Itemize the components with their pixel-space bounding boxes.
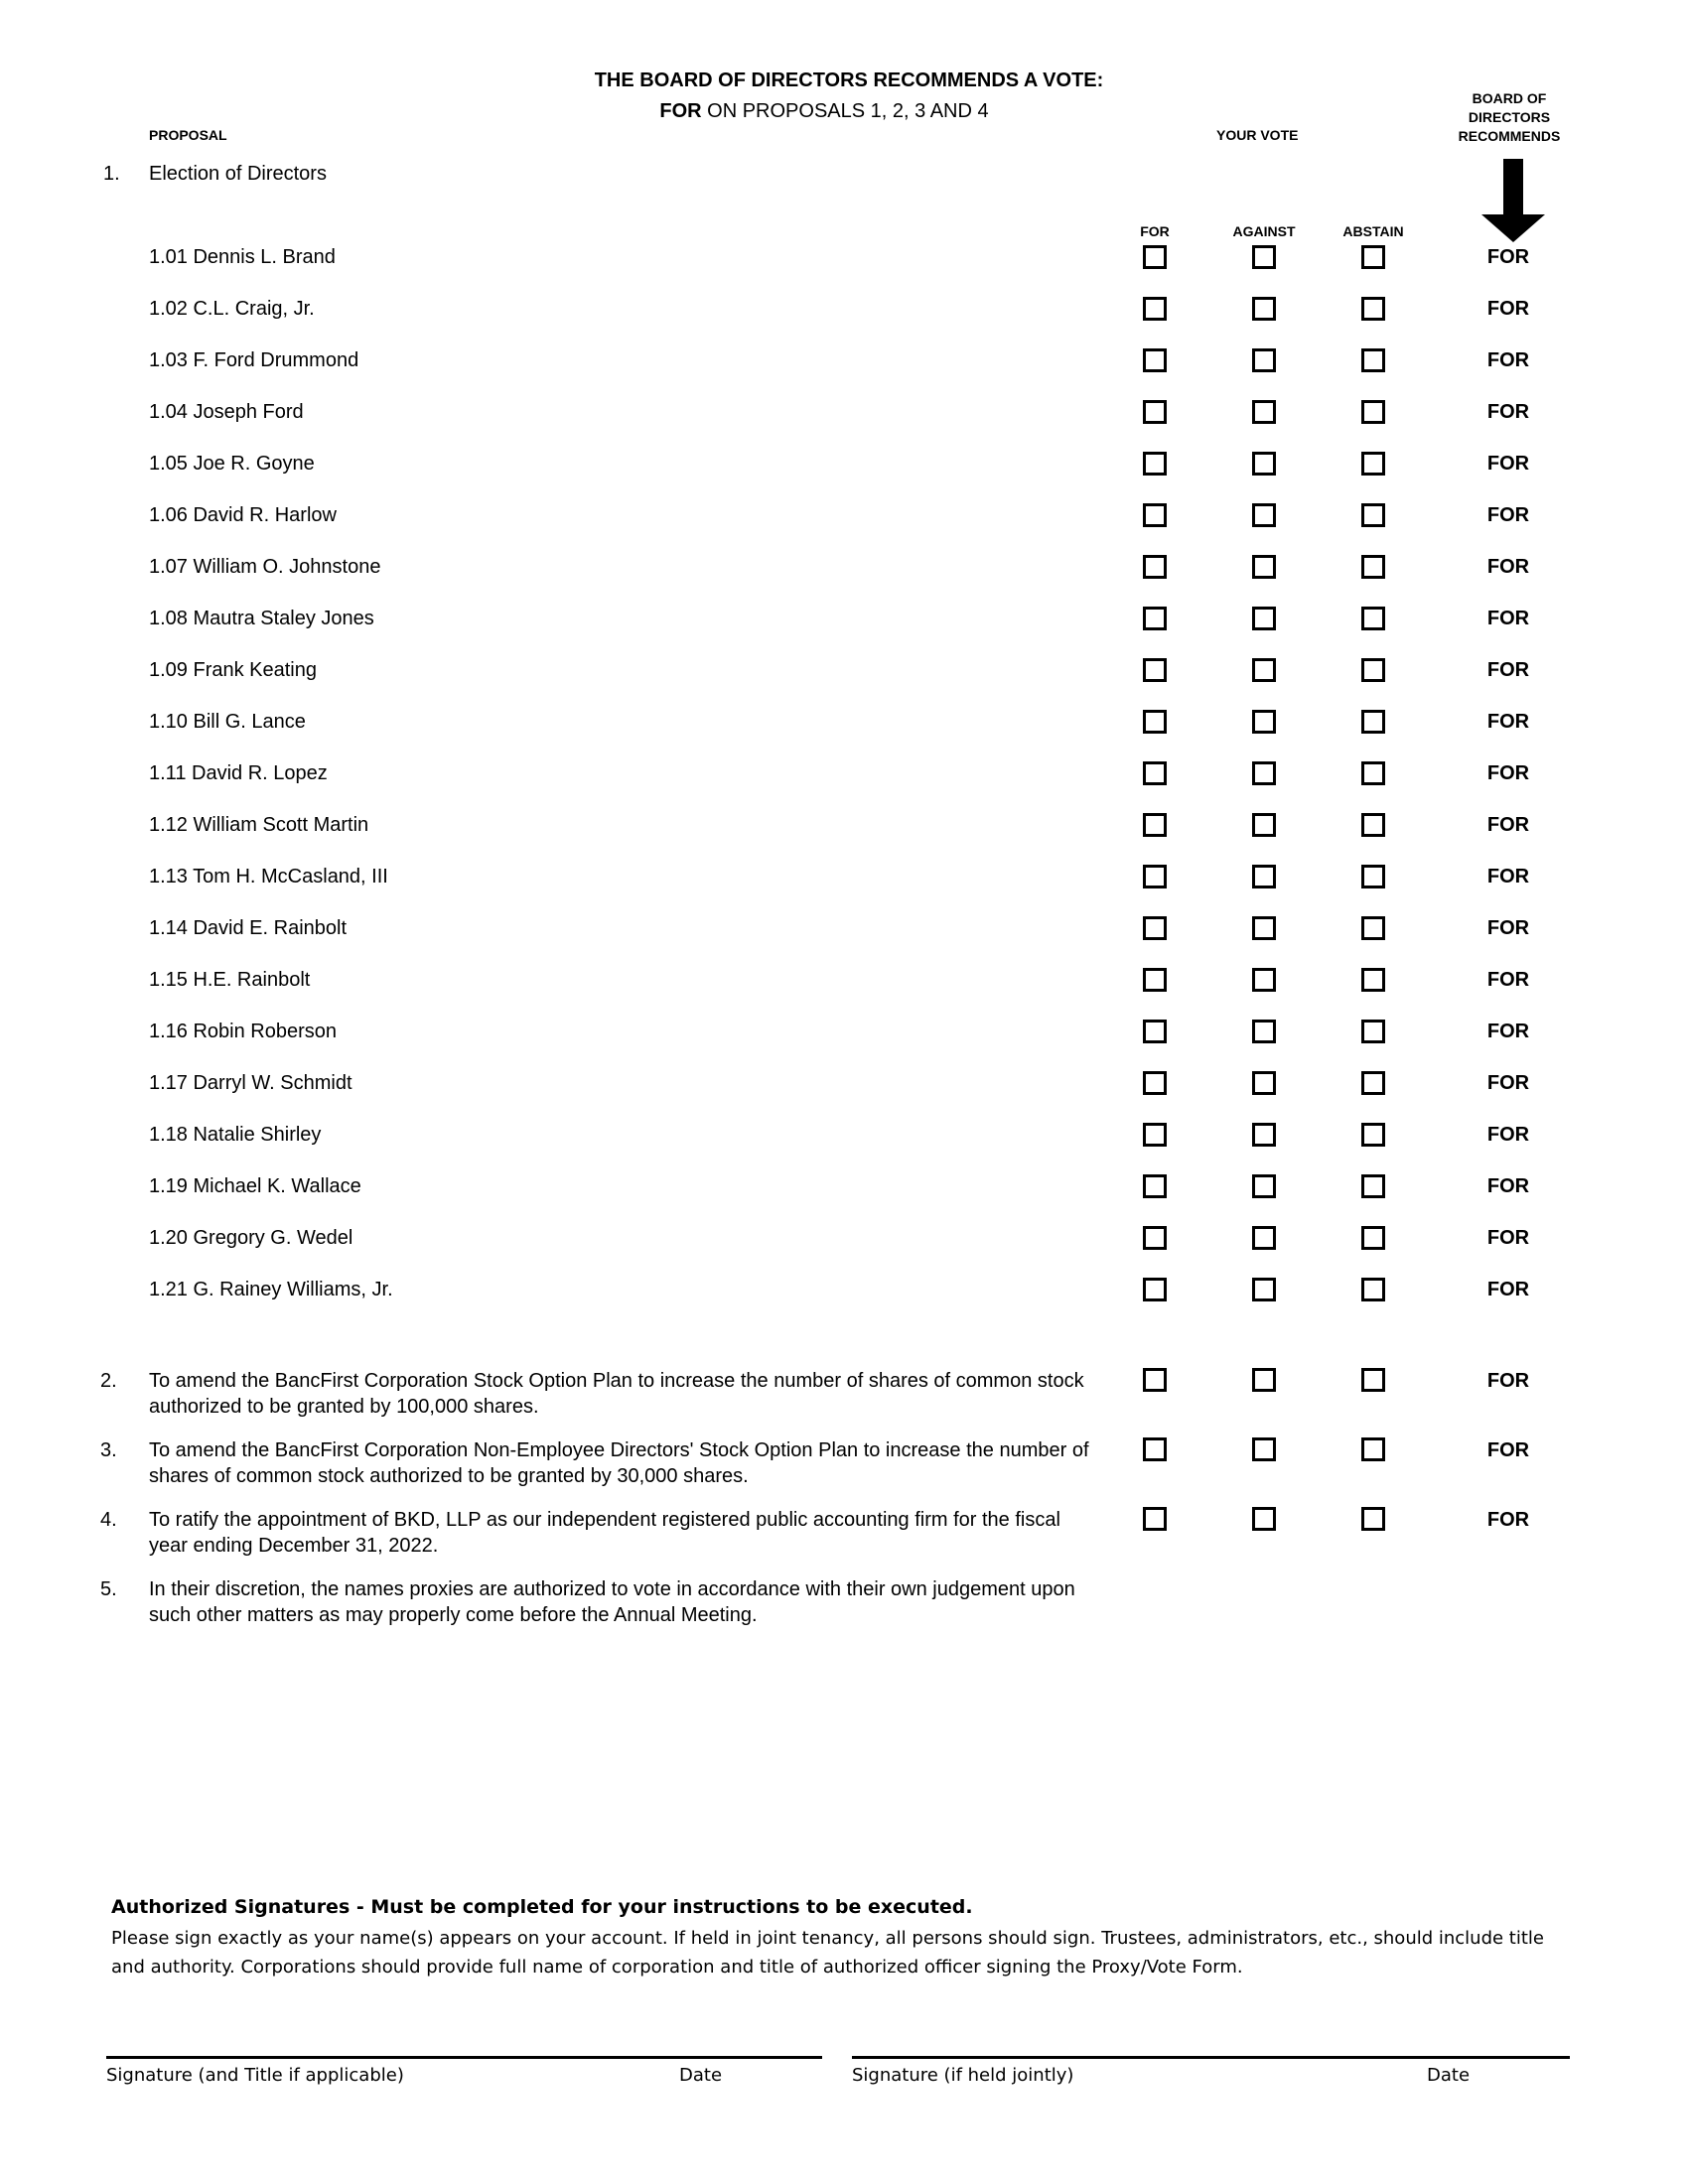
- candidate-row: [0, 1171, 1688, 1201]
- candidate-name: 1.07 William O. Johnstone: [149, 556, 381, 578]
- candidate-name: 1.04 Joseph Ford: [149, 401, 304, 423]
- proposal-1-number: 1.: [103, 163, 120, 185]
- vote-for-checkbox[interactable]: [1143, 813, 1167, 837]
- vote-for-checkbox[interactable]: [1143, 400, 1167, 424]
- vote-abstain-checkbox[interactable]: [1361, 968, 1385, 992]
- vote-against-checkbox[interactable]: [1252, 1368, 1276, 1392]
- board-recommendation: FOR: [1486, 246, 1530, 268]
- candidate-row: [0, 294, 1688, 324]
- board-recommends-line: RECOMMENDS: [1458, 128, 1561, 144]
- board-recommendation: FOR: [1486, 608, 1530, 629]
- signature-line-primary[interactable]: [106, 2056, 822, 2059]
- vote-abstain-checkbox[interactable]: [1361, 1174, 1385, 1198]
- candidate-name: 1.11 David R. Lopez: [149, 762, 328, 784]
- vote-abstain-checkbox[interactable]: [1361, 865, 1385, 888]
- proposal-text: To amend the BancFirst Corporation Stock Option Plan to increase the number of shares of common stock authorized to be granted by 100,000 shares.: [149, 1370, 1084, 1418]
- vote-for-checkbox[interactable]: [1143, 916, 1167, 940]
- candidate-name: 1.08 Mautra Staley Jones: [149, 608, 374, 629]
- signature-primary-date-label: Date: [679, 2065, 723, 2086]
- vote-against-checkbox[interactable]: [1252, 1507, 1276, 1531]
- vote-for-checkbox[interactable]: [1143, 348, 1167, 372]
- vote-against-checkbox[interactable]: [1252, 1020, 1276, 1043]
- board-recommendation: FOR: [1486, 504, 1530, 526]
- your-vote-column-header: YOUR VOTE: [1216, 127, 1299, 143]
- vote-against-checkbox[interactable]: [1252, 865, 1276, 888]
- candidate-row: [0, 913, 1688, 943]
- candidate-name: 1.12 William Scott Martin: [149, 814, 369, 836]
- vote-against-checkbox[interactable]: [1252, 968, 1276, 992]
- signature-joint-date-label: Date: [1427, 2065, 1471, 2086]
- candidate-row: [0, 810, 1688, 840]
- vote-abstain-checkbox[interactable]: [1361, 1123, 1385, 1147]
- board-recommendation: FOR: [1486, 762, 1530, 784]
- vote-abstain-checkbox[interactable]: [1361, 761, 1385, 785]
- vote-against-checkbox[interactable]: [1252, 503, 1276, 527]
- candidate-name: 1.09 Frank Keating: [149, 659, 317, 681]
- vote-for-checkbox[interactable]: [1143, 452, 1167, 476]
- authorized-signatures-title: Authorized Signatures - Must be completed for your instructions to be executed.: [111, 1896, 973, 1918]
- candidate-row: [0, 707, 1688, 737]
- candidate-row: [0, 1120, 1688, 1150]
- candidate-row: [0, 345, 1688, 375]
- board-recommends-line: BOARD OF: [1472, 90, 1547, 106]
- candidate-row: [0, 862, 1688, 891]
- vote-for-checkbox[interactable]: [1143, 1278, 1167, 1301]
- candidate-row: [0, 655, 1688, 685]
- board-recommendation: FOR: [1486, 453, 1530, 475]
- board-recommendation: FOR: [1486, 969, 1530, 991]
- candidate-name: 1.14 David E. Rainbolt: [149, 917, 348, 939]
- vote-abstain-checkbox[interactable]: [1361, 1278, 1385, 1301]
- board-recommendation: FOR: [1486, 1021, 1530, 1042]
- vote-against-checkbox[interactable]: [1252, 710, 1276, 734]
- candidate-name: 1.20 Gregory G. Wedel: [149, 1227, 353, 1249]
- against-column-header: AGAINST: [1232, 223, 1296, 239]
- board-recommendation: FOR: [1486, 711, 1530, 733]
- vote-for-checkbox[interactable]: [1143, 1437, 1167, 1461]
- vote-for-checkbox[interactable]: [1143, 1507, 1167, 1531]
- board-recommendation: FOR: [1486, 1509, 1530, 1531]
- vote-abstain-checkbox[interactable]: [1361, 916, 1385, 940]
- abstain-column-header: ABSTAIN: [1342, 223, 1404, 239]
- vote-for-checkbox[interactable]: [1143, 761, 1167, 785]
- vote-against-checkbox[interactable]: [1252, 452, 1276, 476]
- vote-against-checkbox[interactable]: [1252, 1226, 1276, 1250]
- candidate-row: [0, 965, 1688, 995]
- vote-abstain-checkbox[interactable]: [1361, 710, 1385, 734]
- vote-against-checkbox[interactable]: [1252, 1071, 1276, 1095]
- vote-against-checkbox[interactable]: [1252, 400, 1276, 424]
- vote-against-checkbox[interactable]: [1252, 348, 1276, 372]
- signature-primary-label: Signature (and Title if applicable): [106, 2065, 404, 2086]
- board-recommendation: FOR: [1486, 659, 1530, 681]
- board-recommendation: FOR: [1486, 1439, 1530, 1461]
- board-recommendation: FOR: [1486, 866, 1530, 887]
- vote-abstain-checkbox[interactable]: [1361, 452, 1385, 476]
- candidate-name: 1.10 Bill G. Lance: [149, 711, 306, 733]
- candidate-name: 1.21 G. Rainey Williams, Jr.: [149, 1279, 393, 1300]
- vote-abstain-checkbox[interactable]: [1361, 348, 1385, 372]
- vote-abstain-checkbox[interactable]: [1361, 245, 1385, 269]
- proposal-text: To amend the BancFirst Corporation Non-Employee Directors' Stock Option Plan to increase the number of shares of common stock authorized to be granted by 30,000 shares.: [149, 1439, 1089, 1487]
- vote-abstain-checkbox[interactable]: [1361, 297, 1385, 321]
- authorized-signatures-instructions: Please sign exactly as your name(s) appears on your account. If held in joint tenancy, all persons should sign. Trustees, administrators, etc., should include title and authority. Corporations should provide full name of corporation and title of authorized officer signing the Proxy/Vote Form.: [111, 1928, 1544, 1978]
- board-recommendation: FOR: [1486, 1370, 1530, 1392]
- candidate-row: [0, 1017, 1688, 1046]
- candidate-row: [0, 242, 1688, 272]
- vote-abstain-checkbox[interactable]: [1361, 607, 1385, 630]
- candidate-row: [0, 397, 1688, 427]
- board-recommendation: FOR: [1486, 1072, 1530, 1094]
- vote-against-checkbox[interactable]: [1252, 245, 1276, 269]
- board-recommendation: FOR: [1486, 401, 1530, 423]
- vote-for-checkbox[interactable]: [1143, 658, 1167, 682]
- vote-against-checkbox[interactable]: [1252, 916, 1276, 940]
- candidate-row: [0, 500, 1688, 530]
- board-recommends-line: DIRECTORS: [1468, 109, 1551, 125]
- vote-abstain-checkbox[interactable]: [1361, 1020, 1385, 1043]
- header-subtitle-bold: FOR: [659, 100, 702, 122]
- for-column-header: FOR: [1140, 223, 1170, 239]
- candidate-row: [0, 604, 1688, 633]
- vote-for-checkbox[interactable]: [1143, 1071, 1167, 1095]
- vote-abstain-checkbox[interactable]: [1361, 1507, 1385, 1531]
- proposal-column-header: PROPOSAL: [149, 127, 227, 143]
- proposal-number: 2.: [100, 1370, 117, 1392]
- vote-abstain-checkbox[interactable]: [1361, 1071, 1385, 1095]
- proposal-text: In their discretion, the names proxies are authorized to vote in accordance with their own judgement upon such other matters as may properly come before the Annual Meeting.: [149, 1578, 1075, 1626]
- signature-line-joint[interactable]: [852, 2056, 1570, 2059]
- board-recommends-header: [1440, 89, 1579, 146]
- vote-for-checkbox[interactable]: [1143, 607, 1167, 630]
- vote-abstain-checkbox[interactable]: [1361, 1437, 1385, 1461]
- vote-against-checkbox[interactable]: [1252, 658, 1276, 682]
- vote-for-checkbox[interactable]: [1143, 245, 1167, 269]
- candidate-row: [0, 758, 1688, 788]
- proposal-text: To ratify the appointment of BKD, LLP as our independent registered public accounting firm for the fiscal year ending December 31, 2022.: [149, 1509, 1060, 1557]
- board-recommendation: FOR: [1486, 814, 1530, 836]
- board-recommendation: FOR: [1486, 1227, 1530, 1249]
- vote-against-checkbox[interactable]: [1252, 1174, 1276, 1198]
- candidate-name: 1.13 Tom H. McCasland, III: [149, 866, 388, 887]
- vote-against-checkbox[interactable]: [1252, 1123, 1276, 1147]
- candidate-name: 1.05 Joe R. Goyne: [149, 453, 315, 475]
- vote-against-checkbox[interactable]: [1252, 1437, 1276, 1461]
- vote-abstain-checkbox[interactable]: [1361, 503, 1385, 527]
- board-recommendation: FOR: [1486, 349, 1530, 371]
- vote-for-checkbox[interactable]: [1143, 1368, 1167, 1392]
- signature-joint-label: Signature (if held jointly): [852, 2065, 1074, 2086]
- candidate-name: 1.19 Michael K. Wallace: [149, 1175, 361, 1197]
- header-title: THE BOARD OF DIRECTORS RECOMMENDS A VOTE:: [594, 69, 1104, 91]
- vote-against-checkbox[interactable]: [1252, 607, 1276, 630]
- vote-against-checkbox[interactable]: [1252, 813, 1276, 837]
- vote-for-checkbox[interactable]: [1143, 1226, 1167, 1250]
- board-recommendation: FOR: [1486, 1124, 1530, 1146]
- proposal-1-title: Election of Directors: [149, 163, 327, 185]
- board-recommendation: FOR: [1486, 298, 1530, 320]
- candidate-row: [0, 552, 1688, 582]
- vote-abstain-checkbox[interactable]: [1361, 813, 1385, 837]
- candidate-name: 1.15 H.E. Rainbolt: [149, 969, 311, 991]
- vote-abstain-checkbox[interactable]: [1361, 1226, 1385, 1250]
- proposal-number: 3.: [100, 1439, 117, 1461]
- vote-for-checkbox[interactable]: [1143, 503, 1167, 527]
- vote-abstain-checkbox[interactable]: [1361, 555, 1385, 579]
- candidate-name: 1.02 C.L. Craig, Jr.: [149, 298, 315, 320]
- board-recommendation: FOR: [1486, 556, 1530, 578]
- vote-against-checkbox[interactable]: [1252, 555, 1276, 579]
- candidate-name: 1.01 Dennis L. Brand: [149, 246, 336, 268]
- vote-abstain-checkbox[interactable]: [1361, 658, 1385, 682]
- header-subtitle: [0, 100, 1648, 123]
- vote-for-checkbox[interactable]: [1143, 1123, 1167, 1147]
- vote-for-checkbox[interactable]: [1143, 297, 1167, 321]
- candidate-row: [0, 449, 1688, 478]
- vote-against-checkbox[interactable]: [1252, 297, 1276, 321]
- candidate-name: 1.16 Robin Roberson: [149, 1021, 338, 1042]
- candidate-name: 1.18 Natalie Shirley: [149, 1124, 322, 1146]
- candidate-row: [0, 1223, 1688, 1253]
- proposal-number: 5.: [100, 1578, 117, 1600]
- vote-for-checkbox[interactable]: [1143, 1020, 1167, 1043]
- vote-for-checkbox[interactable]: [1143, 968, 1167, 992]
- vote-abstain-checkbox[interactable]: [1361, 1368, 1385, 1392]
- vote-for-checkbox[interactable]: [1143, 710, 1167, 734]
- vote-for-checkbox[interactable]: [1143, 555, 1167, 579]
- candidate-name: 1.17 Darryl W. Schmidt: [149, 1072, 352, 1094]
- vote-abstain-checkbox[interactable]: [1361, 400, 1385, 424]
- candidate-row: [0, 1068, 1688, 1098]
- proposal-number: 4.: [100, 1509, 117, 1531]
- candidate-row: [0, 1275, 1688, 1304]
- down-arrow-icon: [1481, 159, 1545, 242]
- board-recommendation: FOR: [1486, 1175, 1530, 1197]
- vote-for-checkbox[interactable]: [1143, 1174, 1167, 1198]
- vote-against-checkbox[interactable]: [1252, 1278, 1276, 1301]
- board-recommendation: FOR: [1486, 917, 1530, 939]
- header-subtitle-rest: ON PROPOSALS 1, 2, 3 AND 4: [701, 100, 989, 122]
- vote-against-checkbox[interactable]: [1252, 761, 1276, 785]
- board-recommendation: FOR: [1486, 1279, 1530, 1300]
- vote-for-checkbox[interactable]: [1143, 865, 1167, 888]
- candidate-name: 1.03 F. Ford Drummond: [149, 349, 359, 371]
- candidate-name: 1.06 David R. Harlow: [149, 504, 337, 526]
